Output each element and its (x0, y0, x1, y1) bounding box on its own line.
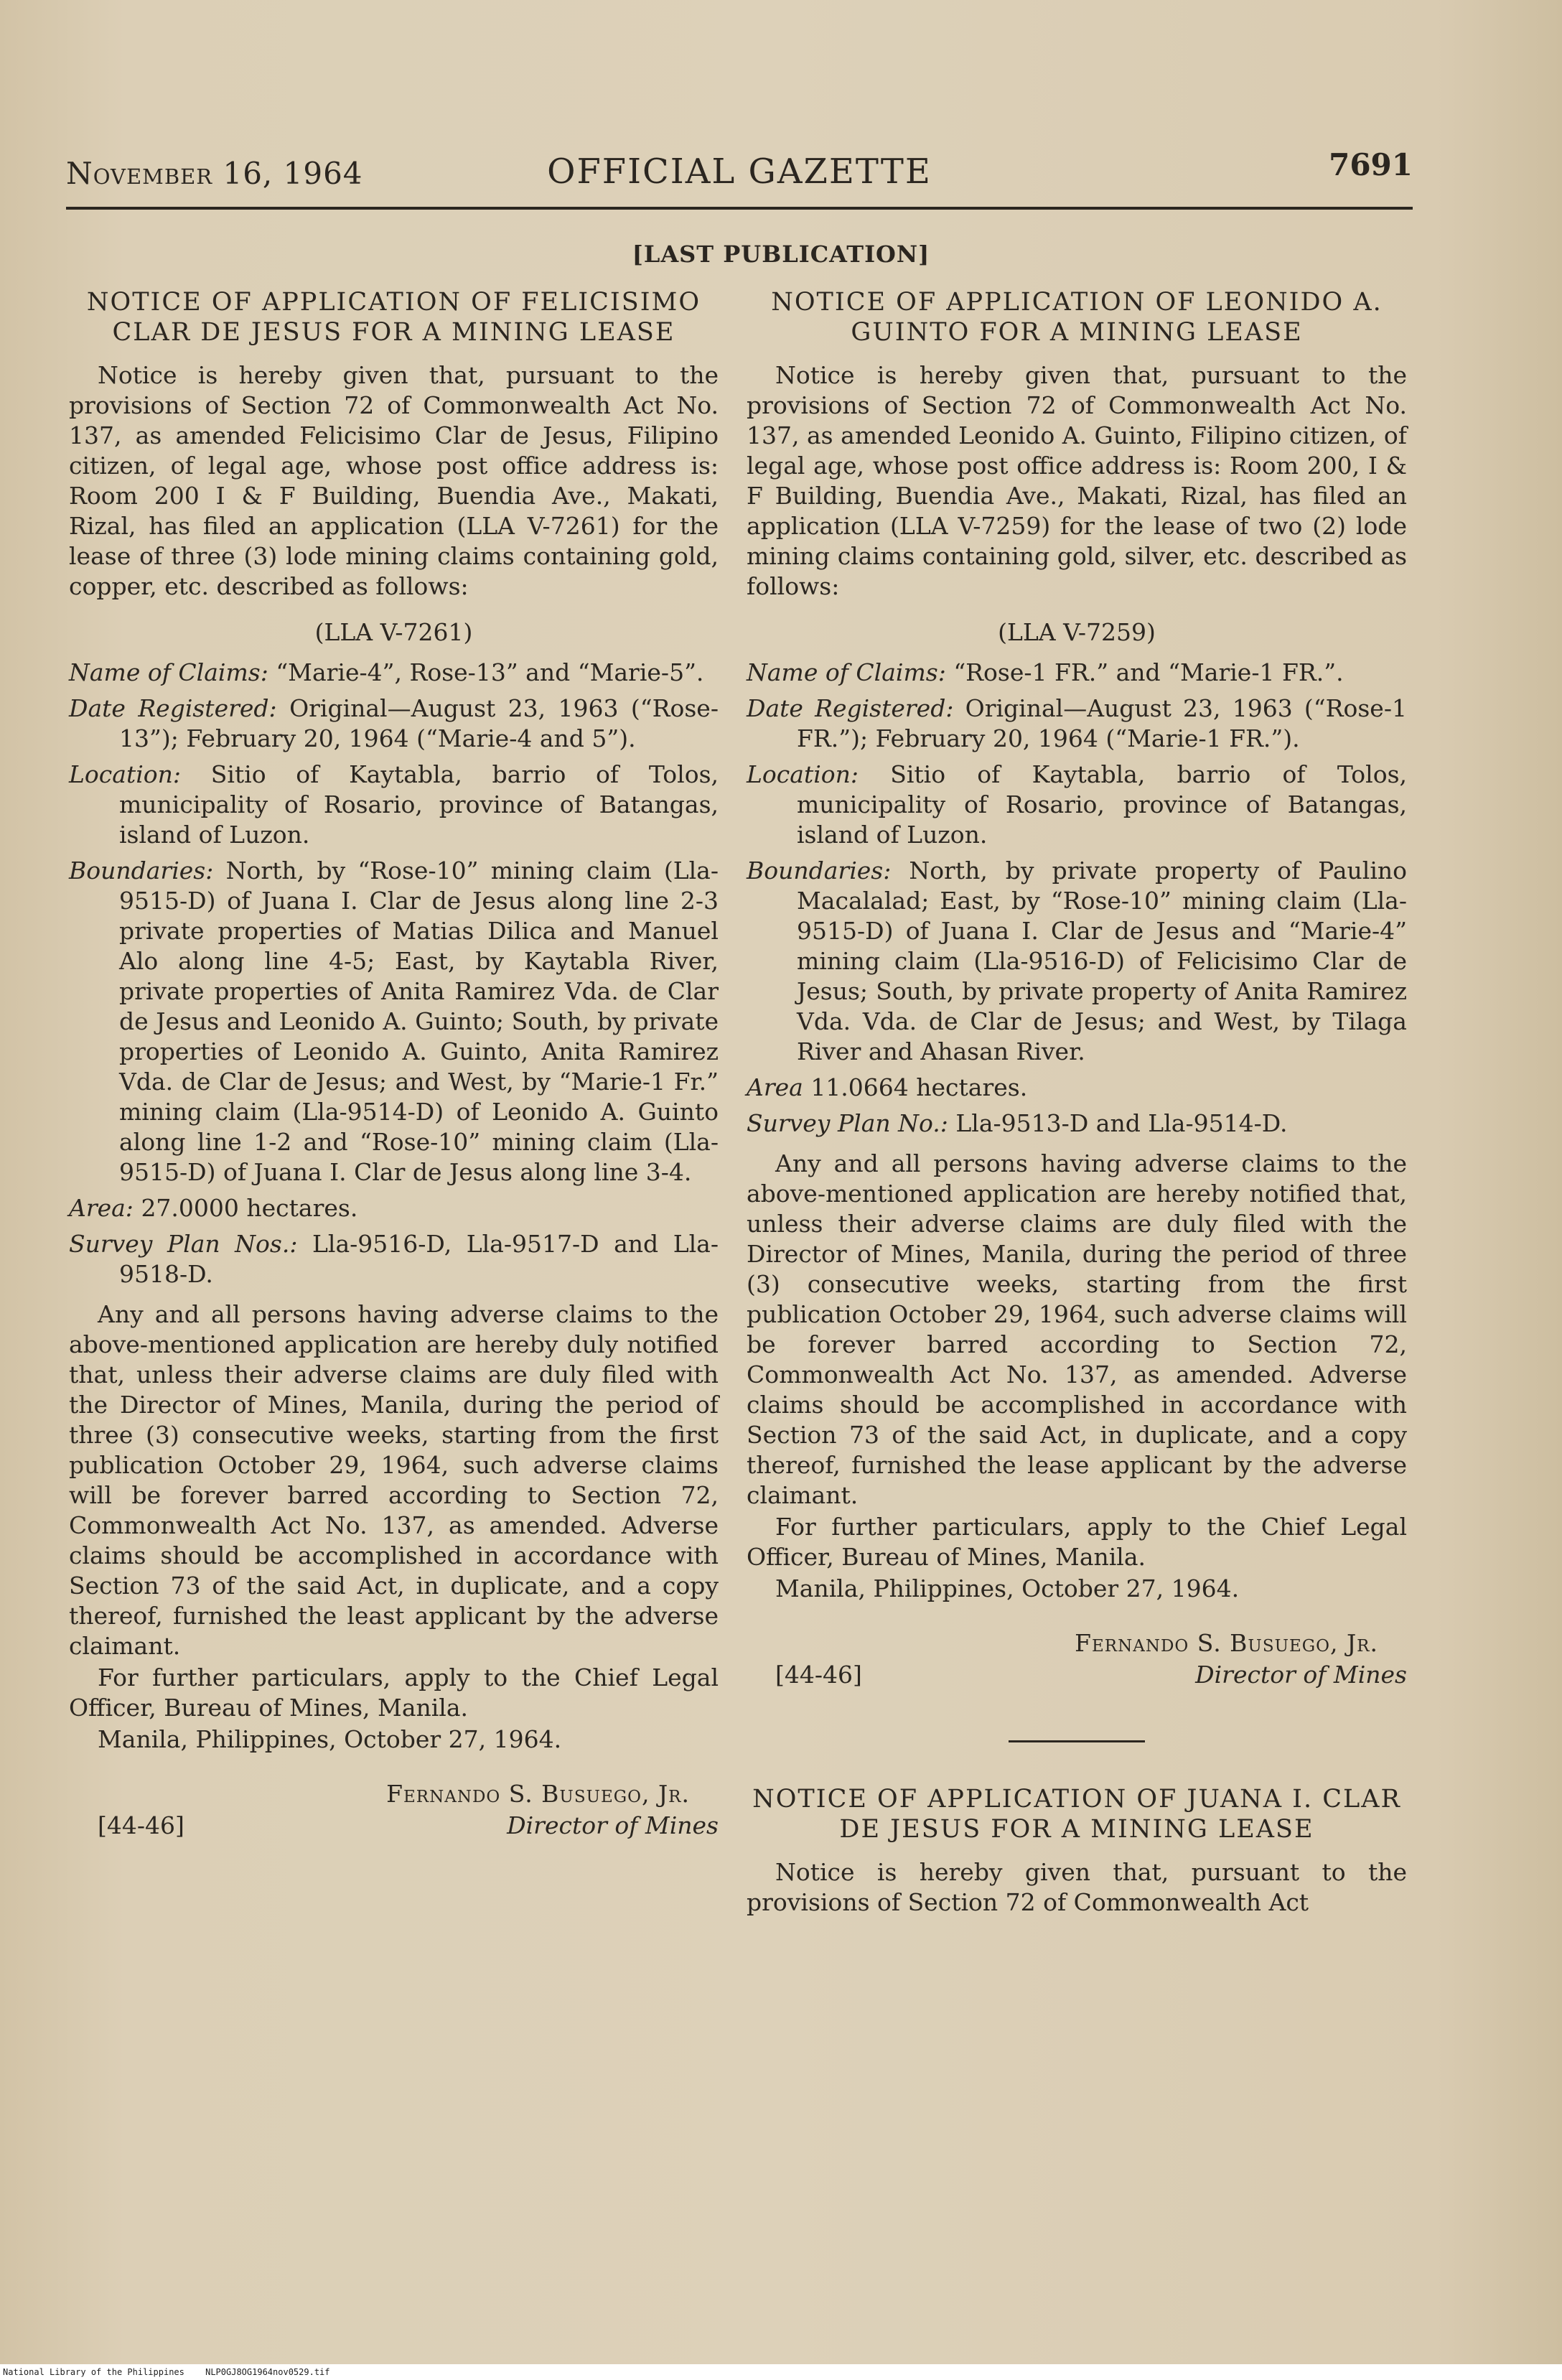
area-value: 11.0664 hectares. (810, 1073, 1028, 1101)
issue-date: November 16, 1964 (66, 156, 363, 191)
signatory-name: Fernando S. Busuego, Jr. (386, 1780, 690, 1808)
claims-value: “Rose-1 FR.” and “Marie-1 FR.”. (953, 658, 1344, 686)
left-column (69, 287, 719, 1845)
notice-heading: NOTICE OF APPLICATION OF FELICISIMO CLAR DE JESUS FOR A MINING LEASE (86, 288, 701, 347)
boundaries-field (69, 856, 719, 1187)
scan-footer (0, 2364, 1562, 2380)
survey-plan-field (747, 1109, 1407, 1139)
notice-intro: Notice is hereby given that, pursuant to the provisions of Section 72 of Commonwealth Act No. 137, as amended Leonido A. Guinto, Filipino citizen, of legal age, whose post office address is: Room 200, I & F Building, Buendia Ave., Makati, Rizal, has filed an application (LLA V-7259) for the lease of two (2) lode mining claims containing gold, silver, etc. described as follows: (747, 361, 1407, 600)
header-rule (66, 207, 1413, 210)
area-label: Area (747, 1073, 803, 1101)
survey-plan-label: Survey Plan No.: (747, 1109, 948, 1137)
claims-value: “Marie-4”, Rose-13” and “Marie-5”. (276, 658, 704, 686)
boundaries-value: North, by private property of Paulino Macalalad; East, by “Rose-10” mining claim (Lla-9515-D) of Juana I. Clar de Jesus and “Marie-4” mining claim (Lla-9516-D) of Felicisimo Clar de Jesus; South, by private property of Anita Ramirez Vda. Vda. de Clar de Jesus; and West, by Tilaga River and Ahasan River. (797, 857, 1407, 1065)
date-registered-field (747, 694, 1407, 754)
right-column (747, 287, 1407, 1918)
claims-field (747, 658, 1407, 688)
place-date: Manila, Philippines, October 27, 1964. (98, 1725, 562, 1753)
location-label: Location: (747, 760, 859, 788)
notice-intro: Notice is hereby given that, pursuant to the provisions of Section 72 of Commonwealth Act No. 137, as amended Felicisimo Clar de Jesus, Filipino citizen, of legal age, whose post office address is: Room 200 I & F Building, Buendia Ave., Makati, Rizal, has filed an application (LLA V-7261) for the lease of three (3) lode mining claims containing gold, copper, etc. described as follows: (69, 361, 719, 600)
particulars-paragraph: For further particulars, apply to the Chief Legal Officer, Bureau of Mines, Manila. (747, 1513, 1407, 1571)
survey-plan-field (69, 1229, 719, 1289)
signatory-name: Fernando S. Busuego, Jr. (1075, 1629, 1378, 1657)
survey-plan-label: Survey Plan Nos.: (69, 1230, 298, 1258)
boundaries-label: Boundaries: (747, 857, 892, 885)
date-registered-value: Original—August 23, 1963 (“Rose-1 FR.”); February 20, 1964 (“Marie-1 FR.”). (797, 694, 1407, 752)
area-field (69, 1193, 719, 1223)
issue-range: [44-46] (775, 1661, 862, 1689)
lla-number: (LLA V-7261) (314, 618, 473, 646)
adverse-claims-paragraph: Any and all persons having adverse claims to the above-mentioned application are hereby duly notified that, unless their adverse claims are duly filed with the Director of Mines, Manila, during the period of three (3) consecutive weeks, starting from the first publication October 29, 1964, such adverse claims will be forever barred according to Section 72, Commonwealth Act No. 137, as amended. Adverse claims should be accomplished in accordance with Section 73 of the said Act, in duplicate, and a copy thereof, furnished the least applicant by the adverse claimant. (69, 1300, 719, 1660)
notice-heading: NOTICE OF APPLICATION OF LEONIDO A. GUINTO FOR A MINING LEASE (771, 288, 1383, 347)
survey-plan-value: Lla-9513-D and Lla-9514-D. (955, 1109, 1288, 1137)
signatory-title: Director of Mines (1195, 1661, 1407, 1689)
issue-range: [44-46] (98, 1811, 184, 1839)
adverse-claims-paragraph: Any and all persons having adverse claims to the above-mentioned application are hereby notified that, unless their adverse claims are duly filed with the Director of Mines, Manila, during the period of three (3) consecutive weeks, starting from the first publication October 29, 1964, such adverse claims will be forever barred according to Section 72, Commonwealth Act No. 137, as amended. Adverse claims should be accomplished in accordance with Section 73 of the said Act, in duplicate, and a copy thereof, furnished the lease applicant by the adverse claimant. (747, 1149, 1407, 1509)
signature-block (747, 1628, 1407, 1694)
next-notice-heading: NOTICE OF APPLICATION OF JUANA I. CLAR DE JESUS FOR A MINING LEASE (752, 1785, 1401, 1844)
area-field (747, 1073, 1407, 1103)
particulars-paragraph: For further particulars, apply to the Chief Legal Officer, Bureau of Mines, Manila. (69, 1663, 719, 1722)
survey-plan-value: Lla-9516-D, Lla-9517-D and Lla-9518-D. (119, 1230, 719, 1288)
last-publication-banner: [LAST PUBLICATION] (632, 241, 930, 268)
date-registered-value: Original—August 23, 1963 (“Rose-13”); February 20, 1964 (“Marie-4 and 5”). (119, 694, 719, 752)
place-date: Manila, Philippines, October 27, 1964. (775, 1574, 1240, 1602)
area-label: Area: (69, 1194, 134, 1222)
date-registered-field (69, 694, 719, 754)
notice-divider (1009, 1740, 1145, 1742)
library-credit: National Library of the Philippines (3, 2367, 184, 2377)
date-registered-label: Date Registered: (69, 694, 277, 722)
date-registered-label: Date Registered: (747, 694, 954, 722)
page-number: 7691 (1329, 147, 1413, 182)
claims-label: Name of Claims: (747, 658, 946, 686)
next-notice-intro: Notice is hereby given that, pursuant to the provisions of Section 72 of Commonwealth Act (747, 1858, 1407, 1916)
claims-label: Name of Claims: (69, 658, 268, 686)
signature-block (69, 1779, 719, 1845)
location-label: Location: (69, 760, 181, 788)
location-value: Sitio of Kaytabla, barrio of Tolos, municipality of Rosario, province of Batangas, island of Luzon. (797, 760, 1407, 849)
claims-field (69, 658, 719, 688)
location-field (69, 760, 719, 850)
page-header (66, 147, 1413, 197)
signatory-title: Director of Mines (507, 1811, 719, 1839)
lla-number: (LLA V-7259) (998, 618, 1156, 646)
area-value: 27.0000 hectares. (141, 1194, 358, 1222)
publication-title: OFFICIAL GAZETTE (547, 151, 932, 192)
boundaries-field (747, 856, 1407, 1067)
boundaries-label: Boundaries: (69, 857, 214, 885)
scan-filename: NLP0GJ8OG1964nov0529.tif (205, 2367, 330, 2377)
location-field (747, 760, 1407, 850)
location-value: Sitio of Kaytabla, barrio of Tolos, municipality of Rosario, province of Batangas, island of Luzon. (119, 760, 719, 849)
boundaries-value: North, by “Rose-10” mining claim (Lla-9515-D) of Juana I. Clar de Jesus along line 2-3 private properties of Matias Dilica and Manuel Alo along line 4-5; East, by Kaytabla River, private properties of Anita Ramirez Vda. de Clar de Jesus and Leonido A. Guinto; South, by private properties of Leonido A. Guinto, Anita Ramirez Vda. de Clar de Jesus; and West, by “Marie-1 Fr.” mining claim (Lla-9514-D) of Leonido A. Guinto along line 1-2 and “Rose-10” mining claim (Lla-9515-D) of Juana I. Clar de Jesus along line 3-4. (119, 857, 719, 1186)
